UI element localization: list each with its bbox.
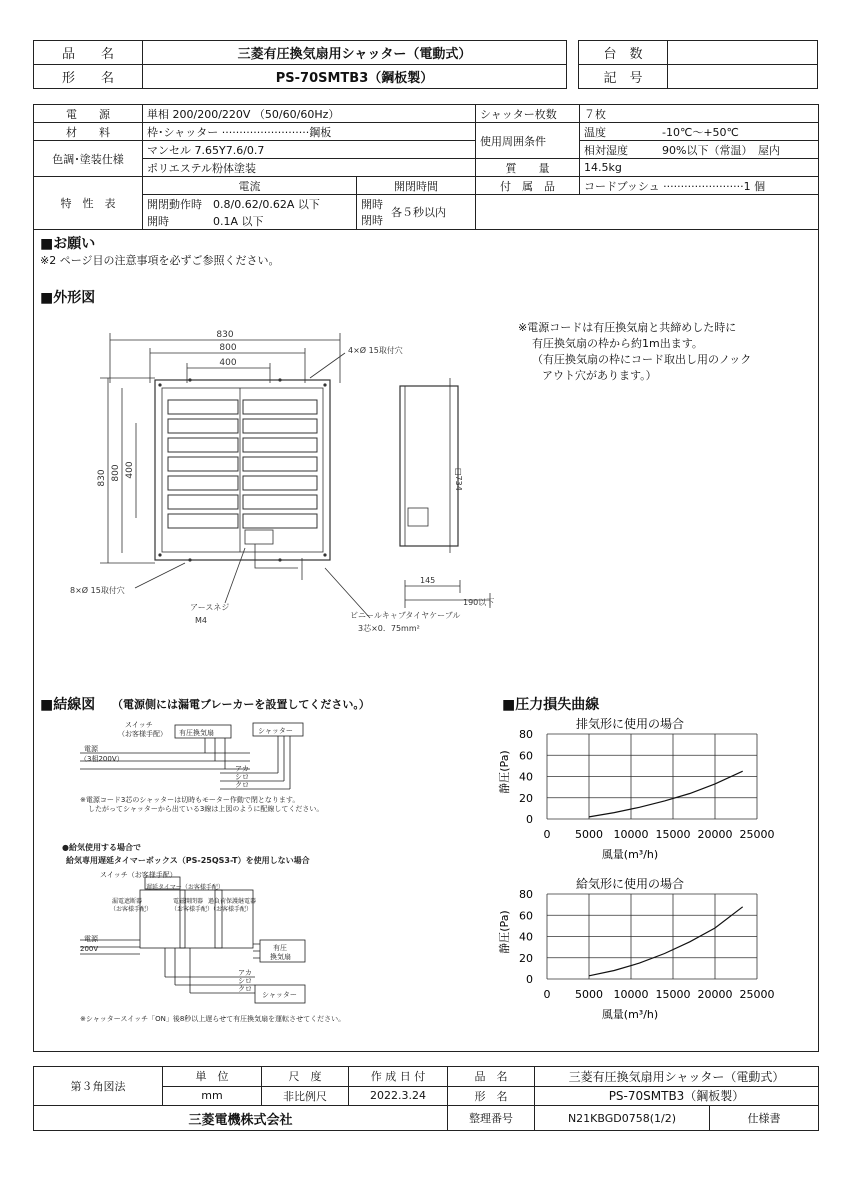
y-tick-label: 60 (519, 909, 533, 923)
tokusei-label: 特 性 表 (34, 177, 143, 230)
x-tick-label: 5000 (575, 828, 603, 841)
earth-m4: M4 (195, 616, 207, 625)
chart-exhaust-title: 排気形に使用の場合 (575, 717, 685, 731)
w-fan: 有圧換気扇 (179, 729, 214, 737)
katamei-value: PS-70SMTB3（鋼板製） (143, 65, 567, 89)
hole4-label: 4×Ø 15取付穴 (348, 346, 403, 355)
tani-value: mm (163, 1086, 262, 1106)
shutter-count-value: ７枚 (580, 105, 819, 123)
w-leak: 漏電遮断器 (112, 898, 143, 905)
y-tick-label: 80 (519, 728, 533, 741)
y-tick-label: 20 (519, 951, 533, 965)
w-switch: スイッチ (125, 721, 153, 729)
w-aka2: アカ (238, 969, 252, 977)
dim-400h: 400 (125, 461, 135, 479)
kigo-label: 記 号 (579, 65, 668, 89)
gaikei-note3: （有圧換気扇の枠にコード取出し用のノック (532, 353, 752, 366)
count-table (578, 40, 818, 89)
chart-exhaust-xlabel: 風量(m³/h) (601, 848, 659, 861)
x-tick-label: 5000 (575, 988, 603, 1001)
w-overload-sub: （お客様手配） (210, 906, 253, 913)
onegai-text: ※2 ページ目の注意事項を必ずご参照ください。 (40, 254, 280, 267)
mass-value: 14.5kg (580, 159, 819, 177)
y-tick-label: 0 (526, 973, 533, 986)
w-elec-sub: （お客様手配） (171, 906, 214, 913)
w-power2-sub: 200V (80, 945, 99, 953)
env-label: 使用周囲条件 (476, 123, 580, 159)
x-tick-label: 10000 (613, 828, 649, 841)
w-note2: したがってシャッターから出ている3線は上図のように配線してください。 (88, 805, 324, 813)
outline-drawing (40, 318, 510, 638)
pressure-curve (589, 771, 743, 817)
shikicho-label: 色調･塗装仕様 (34, 141, 143, 177)
empty-cell (476, 195, 819, 230)
y-tick-label: 40 (519, 770, 533, 784)
kessen-note: （電源側には漏電ブレーカーを設置してください。） (112, 698, 370, 711)
third-angle: 第３角図法 (34, 1067, 163, 1106)
current-header: 電流 (143, 177, 357, 195)
f-katamei-label: 形 名 (448, 1086, 535, 1106)
w-shiro: シロ (235, 773, 249, 781)
w-shiro2: シロ (238, 977, 252, 985)
cable-spec: 3芯×0．75mm² (358, 624, 420, 633)
seiri-label: 整理番号 (448, 1106, 535, 1131)
w-kuro2: クロ (238, 985, 252, 993)
daisu-value (668, 41, 818, 65)
f-katamei-value: PS-70SMTB3（鋼板製） (535, 1086, 819, 1106)
mass-label: 質 量 (476, 159, 580, 177)
humid-value: 90%以下（常温） 屋内 (658, 141, 819, 159)
earth-label: アースネジ (190, 603, 230, 612)
humid-label: 相対湿度 (580, 141, 659, 159)
pressure-title: ■圧力損失曲線 (502, 697, 600, 713)
date-value: 2022.3.24 (349, 1086, 448, 1106)
shikicho-value1: マンセル 7.65Y7.6/0.7 (143, 141, 476, 159)
footer-table (33, 1066, 819, 1131)
shakudo-value: 非比例尺 (262, 1086, 349, 1106)
wiring-diagram (40, 715, 480, 1035)
x-tick-label: 25000 (739, 988, 775, 1001)
dim-190: 190以下 (463, 598, 495, 607)
onegai-title: ■お願い (40, 236, 96, 252)
w-note1: ※電源コード3芯のシャッターは切時もモーター作動で閉となります。 (80, 796, 300, 804)
w-note3: ※シャッタースイッチ「ON」後8秒以上遅らせて有圧換気扇を運転させてください。 (80, 1015, 346, 1023)
current-row1: 開閉動作時 0.8/0.62/0.62A 以下 (143, 195, 357, 213)
dim-145: 145 (420, 576, 436, 585)
time-value: 各５秒以内 (391, 206, 446, 219)
w-switch2: スイッチ（お客様手配） (100, 871, 177, 879)
w-delay-timer: 遅延タイマー（お客様手配） (146, 884, 224, 891)
cable-label: ビニールキャブタイヤケーブル (350, 611, 461, 620)
zairyo-label: 材 料 (34, 123, 143, 141)
y-tick-label: 20 (519, 791, 533, 805)
tani-label: 単 位 (163, 1067, 262, 1087)
company: 三菱電機株式会社 (34, 1106, 448, 1131)
hole8-label: 8×Ø 15取付穴 (70, 586, 125, 595)
x-tick-label: 20000 (697, 828, 733, 841)
shakudo-label: 尺 度 (262, 1067, 349, 1087)
x-tick-label: 25000 (739, 828, 775, 841)
accessory-label: 付 属 品 (476, 177, 580, 195)
x-tick-label: 0 (543, 828, 551, 841)
katamei-label: 形 名 (34, 65, 143, 89)
dim-400w: 400 (219, 358, 237, 368)
w-shutter: シャッター (258, 727, 293, 735)
f-hinmei-value: 三菱有圧換気扇用シャッター（電動式） (535, 1067, 819, 1087)
doc-type: 仕様書 (710, 1106, 819, 1131)
w-overload: 過負荷保護継電器 (208, 898, 257, 905)
w-power: 電源 (84, 745, 98, 753)
gaikei-note2: 有圧換気扇の枠から約1m出ます。 (532, 337, 703, 350)
w-aka: アカ (235, 765, 249, 773)
spec-table (33, 104, 819, 230)
hinmei-label: 品 名 (34, 41, 143, 65)
f-hinmei-label: 品 名 (448, 1067, 535, 1087)
dengen-label: 電 源 (34, 105, 143, 123)
temp-label: 温度 (580, 123, 659, 141)
time-row2: 閉時 (361, 214, 383, 227)
w-supply-title1: ●給気使用する場合で (62, 843, 141, 852)
w-elec: 電磁開閉器 (173, 898, 204, 905)
dim-734: □734 (454, 468, 463, 491)
gaikei-note4: アウト穴があります。） (542, 369, 657, 382)
w-shutter2: シャッター (262, 991, 297, 999)
y-tick-label: 60 (519, 749, 533, 763)
zairyo-value: 枠･シャッター ·························鋼板 (143, 123, 476, 141)
y-tick-label: 80 (519, 888, 533, 901)
dim-800w: 800 (219, 343, 237, 353)
w-fan2a: 有圧 (273, 944, 287, 952)
x-tick-label: 15000 (655, 828, 691, 841)
w-fan2b: 換気扇 (270, 953, 291, 961)
chart-exhaust-ylabel: 静圧(Pa) (498, 750, 511, 794)
w-switch-sub: （お客様手配） (118, 730, 167, 738)
pressure-curve (589, 907, 743, 976)
daisu-label: 台 数 (579, 41, 668, 65)
gaikei-notes (518, 320, 751, 384)
chart-supply-ylabel: 静圧(Pa) (498, 910, 511, 954)
chart-supply-xlabel: 風量(m³/h) (601, 1008, 659, 1021)
chart-supply (490, 872, 790, 1022)
x-tick-label: 15000 (655, 988, 691, 1001)
current-row2: 開時 0.1A 以下 (143, 212, 357, 230)
shutter-count-label: シャッター枚数 (476, 105, 580, 123)
dim-800h: 800 (111, 464, 121, 482)
accessory-value: コードブッシュ ·······················1 個 (580, 177, 819, 195)
dim-830h: 830 (97, 469, 107, 487)
w-leak-sub: （お客様手配） (110, 906, 153, 913)
gaikei-title: ■外形図 (40, 290, 96, 306)
dengen-value: 単相 200/200/220V （50/60/60Hz） (143, 105, 476, 123)
kigo-value (668, 65, 818, 89)
x-tick-label: 0 (543, 988, 551, 1001)
dim-830w: 830 (216, 330, 234, 340)
w-supply-title2: 給気専用遅延タイマーボックス（PS-25QS3-T）を使用しない場合 (66, 856, 310, 865)
kessen-title: ■結線図 (40, 697, 96, 713)
time-header: 開閉時間 (357, 177, 476, 195)
time-cell (357, 195, 476, 230)
w-power2: 電源 (84, 935, 98, 943)
header-table (33, 40, 567, 89)
shikicho-value2: ポリエステル粉体塗装 (143, 159, 476, 177)
time-row1: 開時 (361, 198, 383, 211)
hinmei-value: 三菱有圧換気扇用シャッター（電動式） (143, 41, 567, 65)
y-tick-label: 0 (526, 813, 533, 826)
x-tick-label: 20000 (697, 988, 733, 1001)
temp-value: -10℃～+50℃ (658, 123, 819, 141)
gaikei-note1: ※電源コードは有圧換気扇と共締めした時に (518, 321, 737, 334)
w-kuro: クロ (235, 781, 249, 789)
x-tick-label: 10000 (613, 988, 649, 1001)
w-power-sub: （3相200V） (80, 755, 124, 763)
seiri-value: N21KBGD0758(1/2) (535, 1106, 710, 1131)
chart-exhaust (490, 712, 790, 862)
y-tick-label: 40 (519, 930, 533, 944)
date-label: 作 成 日 付 (349, 1067, 448, 1087)
chart-supply-title: 給気形に使用の場合 (575, 877, 685, 891)
